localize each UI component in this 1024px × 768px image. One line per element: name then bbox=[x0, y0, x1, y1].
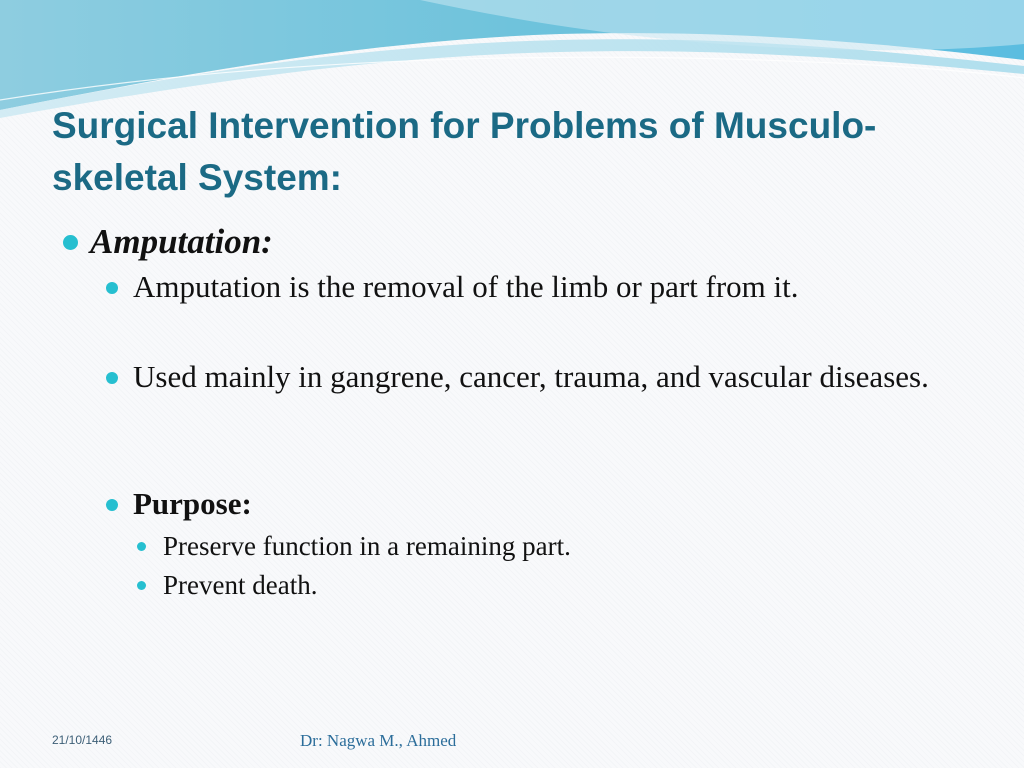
footer-date: 21/10/1446 bbox=[52, 733, 113, 747]
slide-title: Surgical Intervention for Problems of Musculo-skeletal System: bbox=[52, 105, 877, 198]
bullet-dot-icon bbox=[106, 499, 118, 511]
bullet-text-prevent-death: Prevent death. bbox=[163, 570, 318, 600]
bullet-definition bbox=[106, 269, 799, 305]
bullet-dot-icon bbox=[106, 372, 118, 384]
bullet-purpose bbox=[106, 486, 252, 522]
bullet-heading-amputation: Amputation: bbox=[90, 222, 273, 261]
bullet-dot-icon bbox=[106, 282, 118, 294]
footer-author: Dr: Nagwa M., Ahmed bbox=[300, 731, 457, 750]
bullet-text-preserve-function: Preserve function in a remaining part. bbox=[163, 531, 571, 561]
bullet-dot-icon bbox=[137, 542, 146, 551]
bullet-preserve-function bbox=[137, 530, 571, 562]
bullet-usage bbox=[106, 359, 963, 395]
bullet-amputation bbox=[63, 222, 273, 262]
bullet-prevent-death bbox=[137, 569, 317, 601]
bullet-text-usage: Used mainly in gangrene, cancer, trauma, and vascular diseases. bbox=[133, 359, 929, 394]
bullet-heading-purpose: Purpose: bbox=[133, 486, 252, 521]
bullet-text-definition: Amputation is the removal of the limb or part from it. bbox=[133, 269, 799, 304]
bullet-dot-icon bbox=[63, 235, 78, 250]
bullet-dot-icon bbox=[137, 581, 146, 590]
